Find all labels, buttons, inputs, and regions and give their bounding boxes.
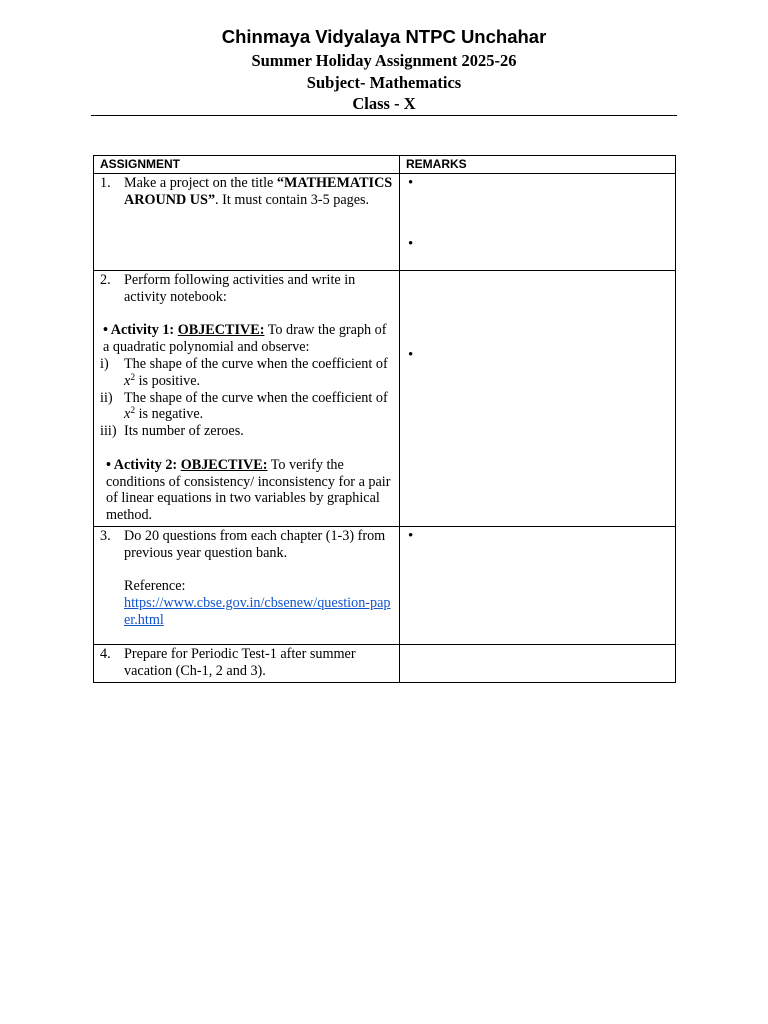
item-number: 2. — [100, 272, 111, 288]
remark-bullet: • — [408, 175, 414, 191]
table-header-row — [94, 156, 676, 174]
remarks-column-header: REMARKS — [400, 156, 676, 174]
class-heading: Class - X — [352, 94, 416, 113]
project-title: “MATHEMATICS AROUND US” — [124, 175, 393, 208]
remark-bullet: • — [408, 527, 414, 544]
item-text: Do 20 questions from each chapter (1-3) from previous year question bank. — [124, 527, 386, 561]
activity-2: • Activity 2: OBJECTIVE: To verify the conditions of consistency/ inconsistency for a pair of linear equations in two variables by graphical method. — [106, 456, 391, 524]
item-text: Perform following activities and write in activity notebook: — [124, 272, 356, 305]
table-row — [94, 644, 676, 682]
assignment-cell — [94, 644, 400, 682]
assignment-title: Summer Holiday Assignment 2025-26 — [251, 51, 517, 70]
table-row — [94, 271, 676, 527]
item-number: 3. — [100, 527, 111, 544]
school-name: Chinmaya Vidyalaya NTPC Unchahar — [221, 26, 547, 47]
assignment-cell — [94, 174, 400, 271]
activity-1: • Activity 1: OBJECTIVE: To draw the graph of a quadratic polynomial and observe: — [103, 322, 387, 356]
reference-link[interactable]: https://www.cbse.gov.in/cbsenew/question-paper.html — [124, 595, 391, 628]
remarks-cell — [400, 271, 676, 527]
item-text: Make a project on the title “MATHEMATICS AROUND US”. It must contain 3-5 pages. — [124, 175, 393, 208]
table-row — [94, 174, 676, 271]
remarks-cell — [400, 174, 676, 271]
remarks-cell — [400, 526, 676, 644]
subject-heading: Subject- Mathematics — [306, 73, 462, 92]
assignment-column-header: ASSIGNMENT — [94, 156, 400, 174]
reference-label: Reference: — [124, 578, 186, 595]
remark-bullet: • — [408, 236, 414, 252]
remark-bullet: • — [408, 347, 414, 363]
list-item: iii) Its number of zeroes. — [100, 423, 244, 440]
item-number: 1. — [100, 175, 111, 191]
item-number: 4. — [100, 645, 111, 662]
table-row — [94, 526, 676, 644]
assignment-cell — [94, 526, 400, 644]
assignment-table — [93, 155, 676, 683]
assignment-cell — [94, 271, 400, 527]
header-divider — [91, 115, 677, 116]
remarks-cell — [400, 644, 676, 682]
list-item: ii) The shape of the curve when the coefficient of $x^2$ is negative. — [100, 389, 388, 423]
list-item: i) The shape of the curve when the coefficient of $x^2$ is positive. — [100, 355, 388, 389]
item-text: Prepare for Periodic Test-1 after summer vacation (Ch-1, 2 and 3). — [124, 645, 356, 679]
